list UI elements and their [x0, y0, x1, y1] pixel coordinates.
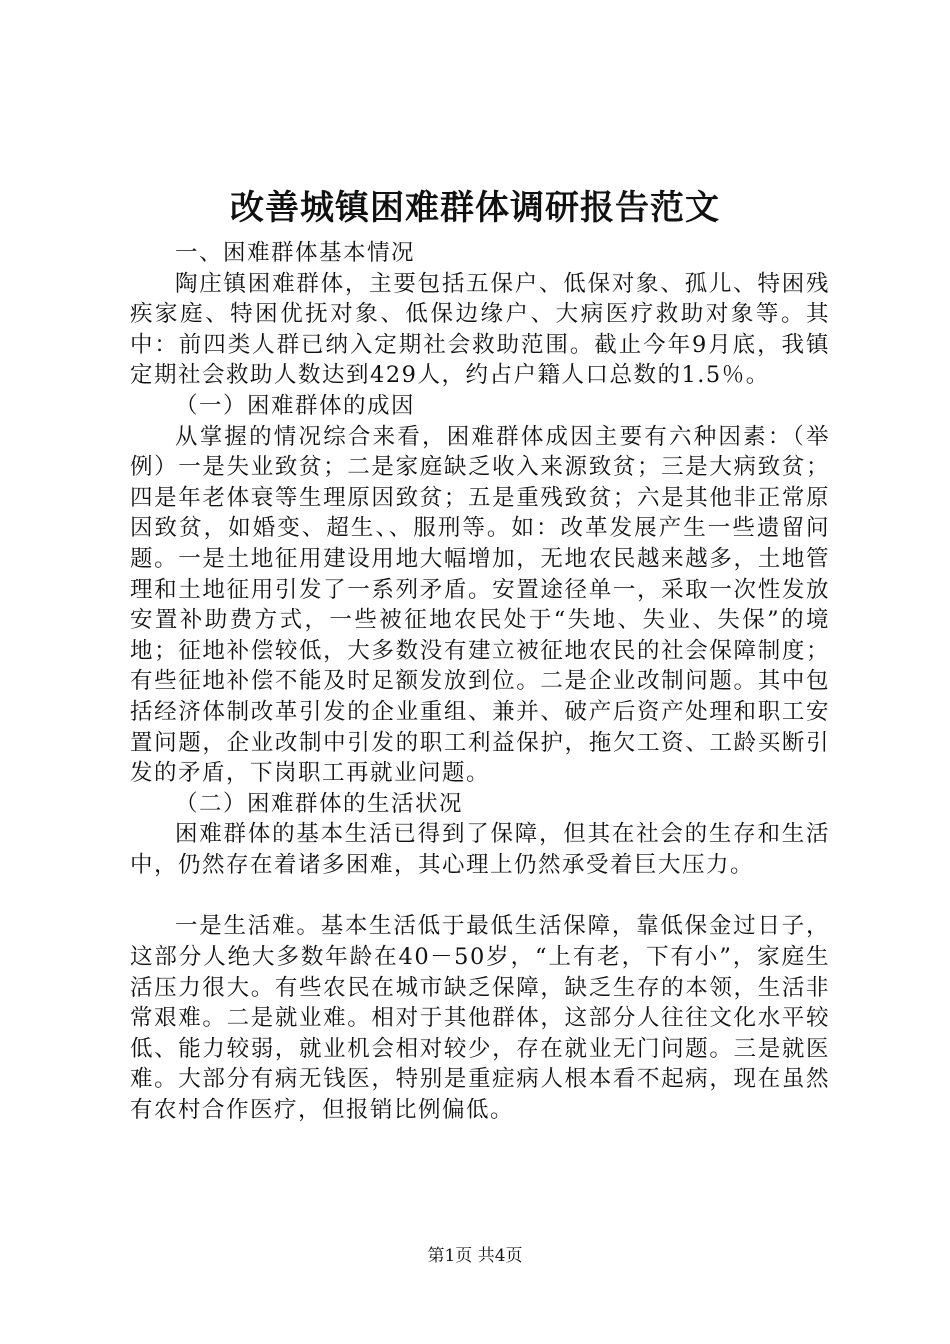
subsection-heading: （二）困难群体的生活状况: [175, 790, 464, 817]
subsection-heading: （一）困难群体的成因: [175, 392, 416, 419]
section-heading: 一、困难群体基本情况: [175, 240, 416, 266]
paragraph: 困难群体的基本生活已得到了保障，但其在社会的生存和生活中，仍然存在着诸多困难，其心理上仍然承受着巨大压力。: [130, 821, 830, 878]
paragraph: 从掌握的情况综合来看，困难群体成因主要有六种因素：（举例）一是失业致贫；二是家庭缺乏收入来源致贫；三是大病致贫；四是年老体衰等生理原因致贫；五是重残致贫；六是其他非正常原因致贫，如婚变、超生、、服刑等。如：改革发展产生一些遗留问题。一是土地征用建设用地大幅增加，无地农民越来越多，土地管理和土地征用引发了一系列矛盾。安置途径单一，采取一次性发放安置补助费方式，一些被征地农民处于“失地、失业、失保”的境地；征地补偿较低，大多数没有建立被征地农民的社会保障制度；有些征地补偿不能及时足额发放到位。二是企业改制问题。其中包括经济体制改革引发的企业重组、兼并、破产后资产处理和职工安置问题，企业改制中引发的职工利益保护，拖欠工资、工龄买断引发的矛盾，下岗职工再就业问题。: [130, 423, 830, 787]
paragraph: 一是生活难。基本生活低于最低生活保障，靠低保金过日子，这部分人绝大多数年龄在40－50岁，“上有老，下有小”，家庭生活压力很大。有些农民在城市缺乏保障，缺乏生存的本领，生活非常艰难。二是就业难。相对于其他群体，这部分人往往文化水平较低、能力较弱，就业机会相对较少，存在就业无门问题。三是就医难。大部分有病无钱医，特别是重症病人根本看不起病，现在虽然有农村合作医疗，但报销比例偏低。: [130, 913, 830, 1124]
page-footer: 第1页 共4页: [427, 1246, 523, 1266]
paragraph: 陶庄镇困难群体，主要包括五保户、低保对象、孤儿、特困残疾家庭、特困优抚对象、低保边缘户、大病医疗救助对象等。其中：前四类人群已纳入定期社会救助范围。截止今年9月底，我镇定期社会救助人数达到429人，约占户籍人口总数的1.5％。: [130, 270, 830, 389]
document-body: [130, 238, 830, 1126]
document-title: 改善城镇困难群体调研报告范文: [230, 188, 720, 228]
